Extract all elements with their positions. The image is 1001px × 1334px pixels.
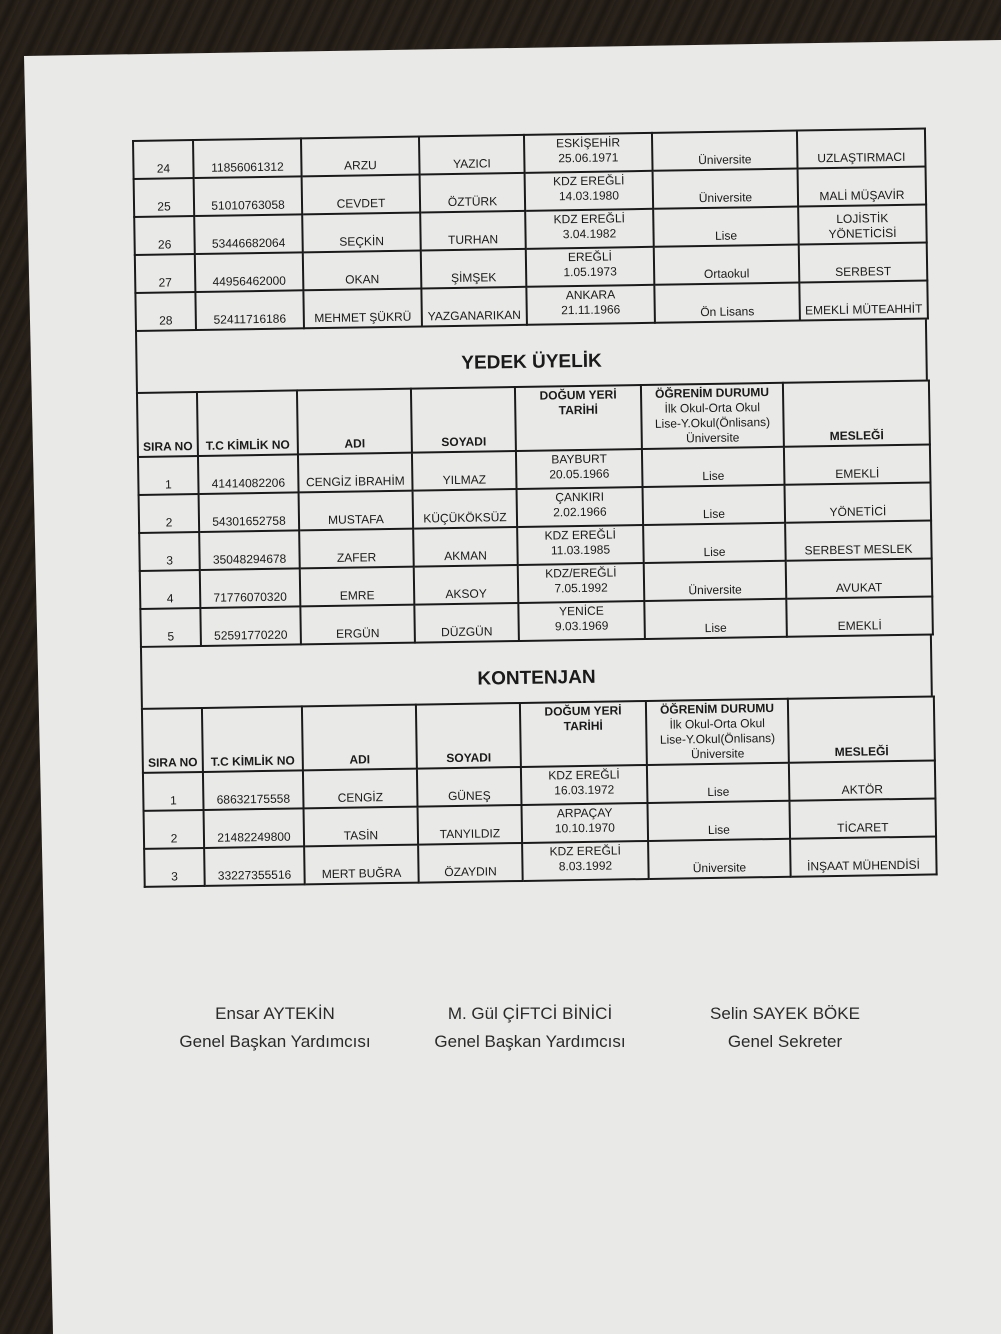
cell-meslek: SERBEST MESLEK [785, 520, 932, 560]
header-soyadi: SOYADI [416, 703, 521, 769]
cell-tc-kimlik-no: 11856061312 [193, 138, 302, 178]
cell-sira-no: 24 [133, 140, 194, 179]
cell-dogum-yeri: ÇANKIRI [555, 489, 605, 505]
cell-dogum-tarihi: 10.10.1970 [554, 820, 615, 836]
section-title-yedek: YEDEK ÜYELİK [135, 320, 928, 392]
cell-dogum-tarihi: 16.03.1972 [554, 782, 615, 798]
header-adi: ADI [297, 389, 412, 455]
cell-tc-kimlik-no: 52411716186 [195, 290, 304, 330]
header-ogrenim-l1: İlk Okul-Orta Okul [669, 716, 766, 732]
cell-sira-no: 4 [140, 570, 201, 609]
cell-ogrenim-durumu: Lise [647, 801, 790, 841]
cell-tc-kimlik-no: 53446682064 [194, 214, 303, 254]
cell-tc-kimlik-no: 21482249800 [204, 808, 305, 848]
cell-dogum-tarihi: 2.02.1966 [553, 504, 607, 520]
cell-meslek: LOJİSTİK YÖNETİCİSİ [798, 205, 927, 245]
signature-title: Genel Başkan Yardımcısı [179, 1032, 371, 1051]
header-dogum-yeri: DOĞUM YERİ [539, 387, 617, 403]
cell-soyadi: KÜÇÜKÖKSÜZ [413, 489, 518, 529]
cell-sira-no: 5 [140, 608, 201, 647]
cell-dogum-yeri-tarihi [518, 563, 645, 603]
header-ogrenim [641, 383, 784, 449]
cell-ogrenim-durumu: Üniversite [653, 169, 799, 209]
cell-tc-kimlik-no: 54301652758 [199, 492, 300, 532]
cell-adi: CEVDET [302, 174, 421, 214]
cell-sira-no: 3 [144, 848, 205, 887]
cell-dogum-yeri-tarihi [526, 247, 655, 287]
signature-1 [150, 1000, 400, 1056]
cell-meslek: SERBEST [799, 243, 928, 283]
cell-dogum-yeri: ANKARA [565, 287, 616, 303]
header-soyadi: SOYADI [411, 387, 516, 453]
cell-tc-kimlik-no: 44956462000 [195, 252, 304, 292]
cell-meslek: AKTÖR [789, 760, 936, 800]
cell-ogrenim-durumu: Lise [647, 763, 790, 803]
cell-sira-no: 1 [138, 456, 199, 495]
cell-sira-no: 27 [135, 254, 196, 293]
cell-soyadi: YAZICI [419, 135, 525, 175]
cell-adi: CENGİZ [303, 769, 418, 809]
cell-sira-no: 28 [135, 292, 196, 331]
header-ogrenim-l3: Üniversite [685, 430, 740, 446]
signature-title: Genel Başkan Yardımcısı [434, 1032, 626, 1051]
cell-soyadi: ŞİMŞEK [421, 249, 527, 289]
header-ogrenim-l2: Lise-Y.Okul(Önlisans) [654, 415, 771, 431]
cell-dogum-tarihi: 20.05.1966 [549, 466, 610, 482]
cell-dogum-tarihi: 3.04.1982 [562, 226, 617, 242]
header-meslek: MESLEĞİ [788, 696, 935, 762]
cell-adi: ZAFER [299, 529, 414, 569]
header-meslek: MESLEĞİ [783, 381, 930, 447]
cell-meslek: İNŞAAT MÜHENDİSİ [790, 836, 937, 876]
header-ogrenim-l2: Lise-Y.Okul(Önlisans) [659, 730, 776, 747]
cell-ogrenim-durumu: Ön Lisans [654, 283, 800, 323]
cell-meslek: YÖNETİCİ [784, 483, 931, 523]
cell-ogrenim-durumu: Üniversite [648, 839, 791, 879]
cell-ogrenim-durumu: Lise [642, 447, 785, 487]
cell-soyadi: YILMAZ [412, 451, 517, 491]
header-ogrenim-l1: İlk Okul-Orta Okul [664, 400, 761, 416]
cell-adi: MERT BUĞRA [304, 845, 419, 885]
cell-meslek: EMEKLİ [786, 596, 933, 636]
cell-dogum-yeri-tarihi [518, 601, 645, 641]
cell-ogrenim-durumu: Üniversite [644, 561, 787, 601]
header-dogum [520, 701, 647, 767]
cell-soyadi: GÜNEŞ [417, 767, 522, 807]
cell-dogum-yeri-tarihi [524, 133, 653, 173]
cell-soyadi: TURHAN [420, 211, 526, 251]
cell-dogum-tarihi: 7.05.1992 [554, 580, 608, 596]
header-tc: T.C KİMLİK NO [202, 706, 303, 772]
cell-adi: CENGİZ İBRAHİM [298, 453, 413, 493]
cell-dogum-yeri-tarihi [516, 449, 643, 489]
header-dogum [515, 385, 642, 451]
cell-dogum-yeri-tarihi [517, 487, 644, 527]
cell-meslek: TİCARET [789, 798, 936, 838]
cell-ogrenim-durumu: Ortaokul [654, 245, 800, 285]
header-ogrenim-title: ÖĞRENİM DURUMU [659, 700, 775, 717]
header-adi: ADI [302, 705, 417, 771]
cell-sira-no: 26 [134, 216, 195, 255]
cell-ogrenim-durumu: Üniversite [652, 131, 798, 171]
signature-title: Genel Sekreter [727, 1032, 843, 1051]
yedek-table [136, 379, 934, 647]
cell-ogrenim-durumu: Lise [653, 207, 799, 247]
cell-dogum-yeri: KDZ EREĞLİ [549, 843, 622, 859]
cell-dogum-yeri: ARPAÇAY [556, 805, 613, 821]
cell-meslek: EMEKLİ [784, 445, 931, 485]
kontenjan-table [141, 695, 938, 887]
cell-sira-no: 2 [144, 810, 205, 849]
signature-name: Ensar AYTEKİN [215, 1004, 335, 1023]
cell-dogum-tarihi: 9.03.1969 [554, 618, 609, 634]
cell-tc-kimlik-no: 35048294678 [199, 530, 300, 570]
cell-sira-no: 3 [139, 532, 200, 571]
cell-dogum-tarihi: 11.03.1985 [550, 542, 611, 558]
cell-dogum-tarihi: 21.11.1966 [561, 302, 621, 318]
header-tc: T.C KİMLİK NO [197, 390, 298, 456]
cell-soyadi: YAZGANARIKAN [421, 287, 527, 327]
cell-dogum-yeri: KDZ/EREĞLİ [545, 565, 617, 581]
header-ogrenim-l3: Üniversite [690, 746, 745, 762]
cell-dogum-yeri: YENİCE [559, 603, 604, 619]
cell-adi: TASİN [304, 807, 419, 847]
signature-3 [660, 1000, 910, 1056]
header-ogrenim-title: ÖĞRENİM DURUMU [654, 385, 770, 401]
cell-ogrenim-durumu: Lise [643, 523, 786, 563]
cell-adi: MEHMET ŞÜKRÜ [303, 288, 422, 328]
cell-adi: ARZU [301, 136, 420, 176]
cell-soyadi: TANYILDIZ [418, 805, 523, 845]
cell-dogum-yeri-tarihi [521, 765, 648, 805]
cell-tc-kimlik-no: 68632175558 [203, 770, 304, 810]
cell-dogum-yeri: KDZ EREĞLİ [548, 767, 620, 783]
cell-meslek: MALİ MÜŞAVİR [798, 167, 927, 207]
cell-sira-no: 25 [134, 178, 195, 217]
cell-dogum-yeri-tarihi [525, 171, 654, 211]
cell-tc-kimlik-no: 51010763058 [194, 176, 303, 216]
header-sira-no: SIRA NO [137, 392, 198, 457]
cell-soyadi: AKSOY [414, 565, 519, 605]
cell-ogrenim-durumu: Lise [643, 485, 786, 525]
cell-adi: ERGÜN [300, 605, 415, 645]
cell-tc-kimlik-no: 41414082206 [198, 454, 299, 494]
cell-dogum-yeri: EREĞLİ [567, 249, 612, 265]
signature-name: M. Gül ÇİFTCİ BİNİCİ [447, 1004, 613, 1023]
cell-tc-kimlik-no: 52591770220 [200, 606, 301, 646]
cell-dogum-yeri-tarihi [517, 525, 644, 565]
cell-adi: EMRE [300, 567, 415, 607]
cell-soyadi: ÖZTÜRK [420, 173, 526, 213]
cell-tc-kimlik-no: 71776070320 [200, 568, 301, 608]
cell-sira-no: 1 [143, 772, 204, 811]
section-title-kontenjan: KONTENJAN [140, 635, 933, 707]
cell-meslek: EMEKLİ MÜTEAHHİT [799, 281, 928, 321]
cell-meslek: AVUKAT [786, 558, 933, 598]
cell-dogum-tarihi: 25.06.1971 [558, 150, 619, 166]
cell-dogum-yeri-tarihi [525, 209, 654, 249]
cell-dogum-tarihi: 14.03.1980 [558, 188, 620, 204]
header-dogum-tarihi: TARİHİ [563, 718, 603, 734]
cell-dogum-yeri: KDZ EREĞLİ [553, 211, 626, 227]
header-dogum-tarihi: TARİHİ [558, 402, 598, 418]
cell-dogum-yeri: ESKİŞEHİR [555, 135, 621, 151]
cell-tc-kimlik-no: 33227355516 [204, 846, 305, 886]
cell-adi: OKAN [303, 250, 422, 290]
signature-2 [405, 1000, 655, 1056]
header-dogum-yeri: DOĞUM YERİ [544, 703, 622, 719]
signature-name: Selin SAYEK BÖKE [710, 1004, 860, 1023]
cell-dogum-yeri-tarihi [522, 841, 649, 881]
cell-adi: SEÇKİN [302, 212, 421, 252]
cell-dogum-yeri: KDZ EREĞLİ [544, 527, 617, 543]
cell-soyadi: DÜZGÜN [414, 603, 519, 643]
cell-adi: MUSTAFA [299, 491, 414, 531]
cell-dogum-tarihi: 8.03.1992 [558, 858, 613, 874]
cell-dogum-yeri-tarihi [521, 803, 648, 843]
top-members-table [132, 128, 929, 332]
signature-block [150, 1000, 910, 1056]
header-ogrenim [646, 699, 789, 765]
cell-dogum-tarihi: 1.05.1973 [563, 264, 617, 280]
cell-dogum-yeri: BAYBURT [551, 451, 607, 467]
cell-meslek: UZLAŞTIRMACI [797, 129, 926, 169]
cell-soyadi: AKMAN [413, 527, 518, 567]
cell-ogrenim-durumu: Lise [644, 599, 787, 639]
header-sira-no: SIRA NO [142, 708, 203, 773]
cell-dogum-yeri-tarihi [526, 285, 655, 325]
cell-dogum-yeri: KDZ EREĞLİ [552, 173, 625, 189]
cell-sira-no: 2 [139, 494, 200, 533]
document [132, 128, 936, 888]
cell-soyadi: ÖZAYDIN [418, 843, 523, 883]
